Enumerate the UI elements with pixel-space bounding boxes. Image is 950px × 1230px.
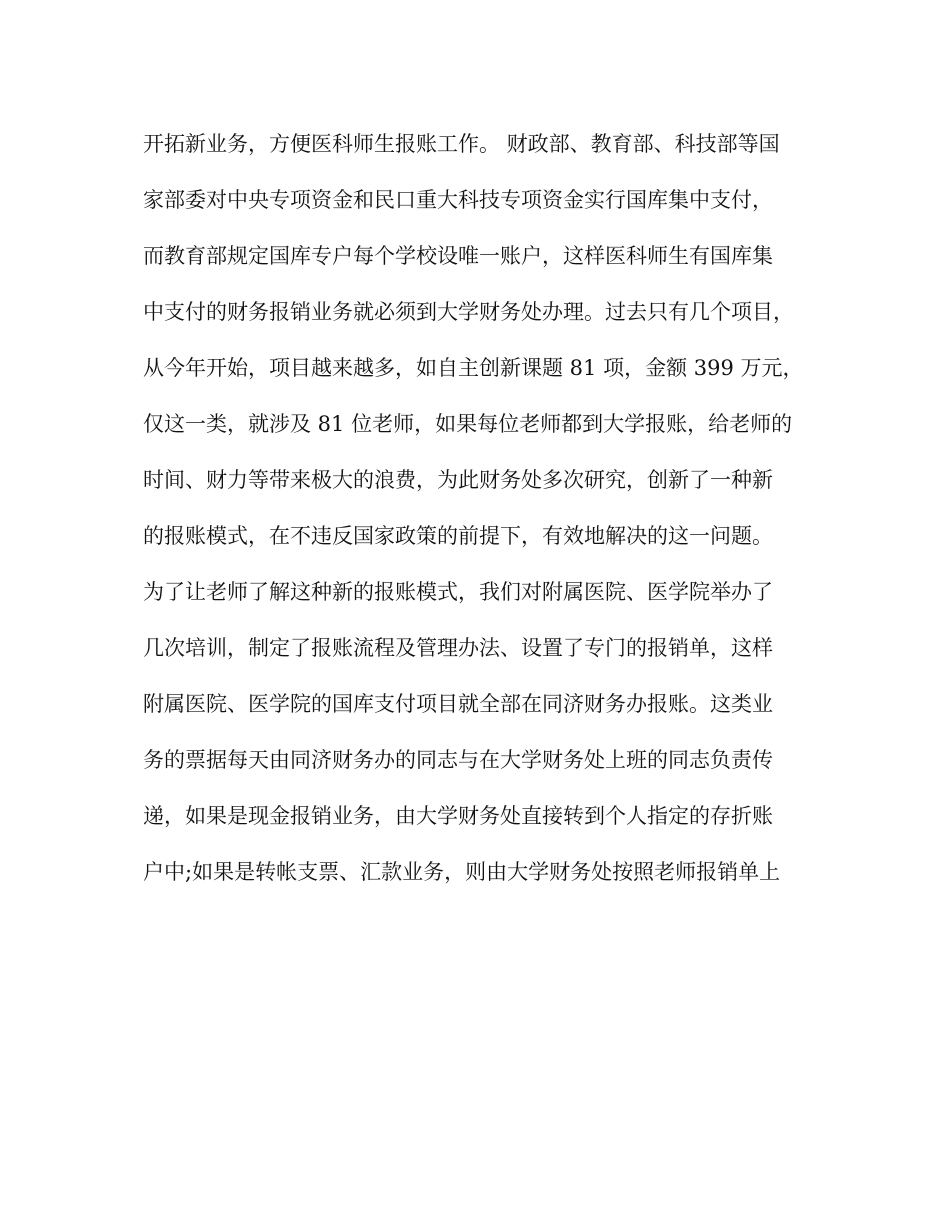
text-line: 而教育部规定国库专户每个学校设唯一账户，这样医科师生有国库集 bbox=[143, 244, 773, 268]
text-line: 递，如果是现金报销业务，由大学财务处直接转到个人指定的存折账 bbox=[143, 804, 773, 828]
text-line: 开拓新业务，方便医科师生报账工作。 财政部、教育部、科技部等国 bbox=[143, 132, 780, 156]
text-line: 户中;如果是转帐支票、汇款业务，则由大学财务处按照老师报销单上 bbox=[143, 860, 781, 884]
text-line: 时间、财力等带来极大的浪费，为此财务处多次研究，创新了一种新 bbox=[143, 468, 773, 492]
text-line: 为了让老师了解这种新的报账模式，我们对附属医院、医学院举办了 bbox=[143, 580, 773, 604]
text-line: 几次培训，制定了报账流程及管理办法、设置了专门的报销单，这样 bbox=[143, 636, 773, 660]
text-line: 附属医院、医学院的国库支付项目就全部在同济财务办报账。这类业 bbox=[143, 692, 773, 716]
text-line: 仅这一类，就涉及 81 位老师，如果每位老师都到大学报账，给老师的 bbox=[143, 412, 793, 436]
text-line: 中支付的财务报销业务就必须到大学财务处办理。过去只有几个项目， bbox=[143, 300, 794, 324]
text-line: 务的票据每天由同济财务办的同志与在大学财务处上班的同志负责传 bbox=[143, 748, 773, 772]
text-line: 的报账模式，在不违反国家政策的前提下，有效地解决的这一问题。 bbox=[143, 524, 773, 548]
text-line: 家部委对中央专项资金和民口重大科技专项资金实行国库集中支付， bbox=[143, 188, 773, 212]
text-line: 从今年开始，项目越来越多，如自主创新课题 81 项，金额 399 万元， bbox=[143, 356, 804, 380]
body-text bbox=[143, 122, 823, 906]
